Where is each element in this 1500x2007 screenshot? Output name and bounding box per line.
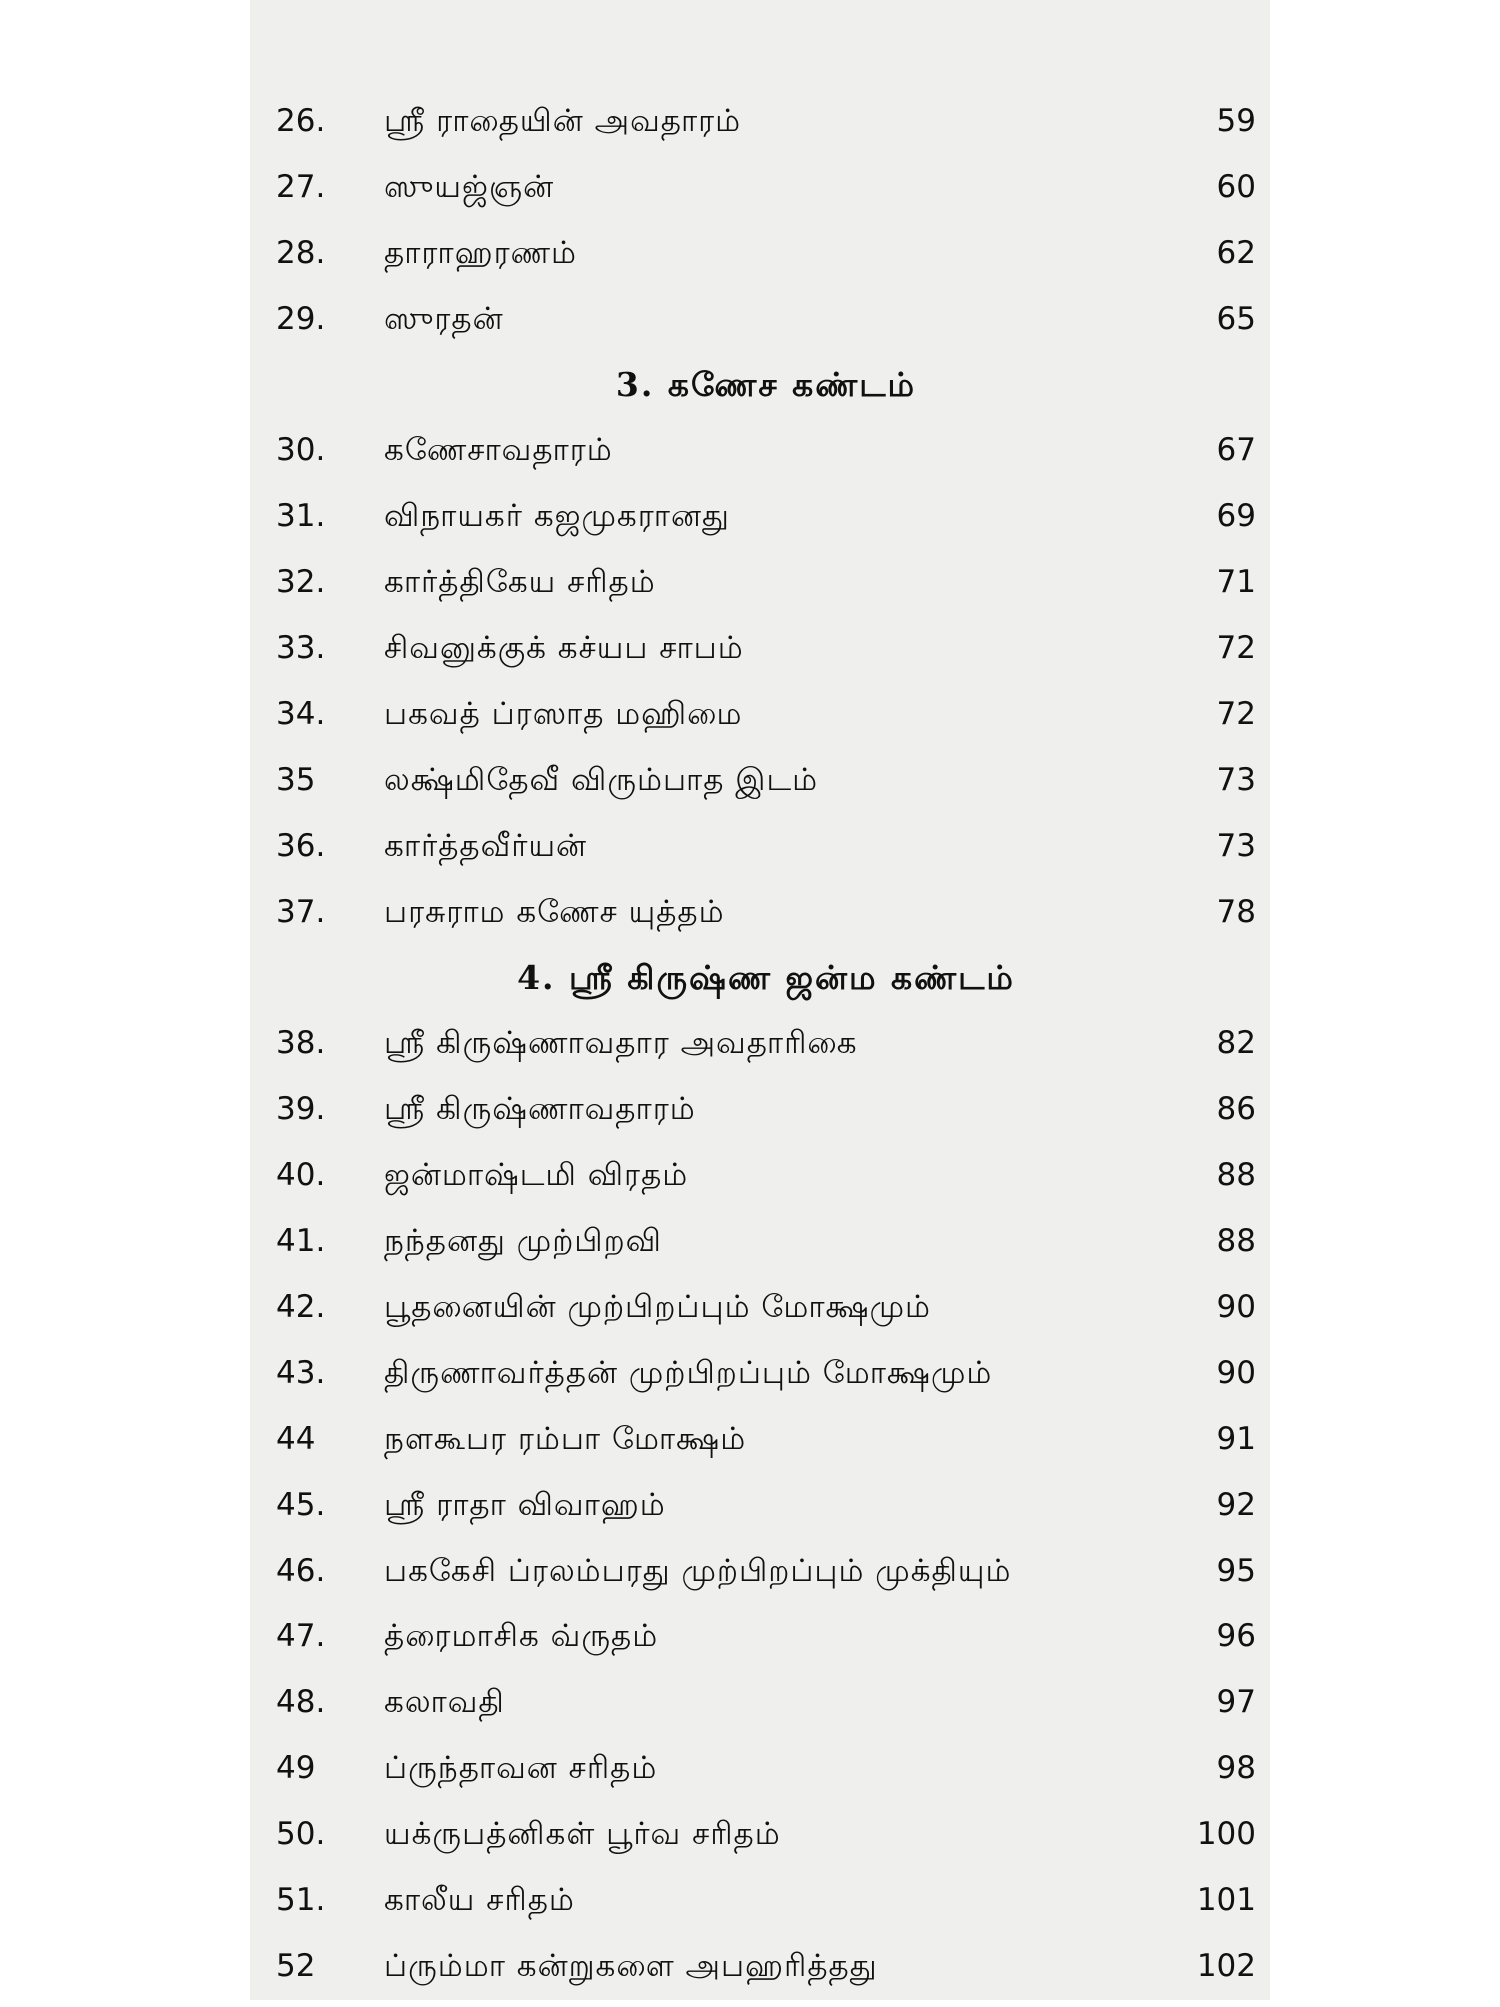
entry-title: ஸ்ரீ ராதா விவாஹம் <box>384 1486 666 1523</box>
entry-title: நந்தனது முற்பிறவி <box>384 1223 662 1260</box>
entry-number: 44 <box>276 1420 316 1457</box>
entry-page-number: 62 <box>1216 234 1256 271</box>
entry-title: பூதனையின் முற்பிறப்பும் மோக்ஷமும் <box>384 1289 931 1326</box>
section-heading: 4. ஸ்ரீ கிருஷ்ண ஜன்ம கண்டம் <box>517 957 1015 997</box>
entry-title: ஜன்மாஷ்டமி விரதம் <box>384 1157 689 1194</box>
toc-entry <box>276 1875 1256 1941</box>
entry-number: 40. <box>276 1157 326 1194</box>
entry-page-number: 59 <box>1216 103 1256 139</box>
entry-page-number: 65 <box>1216 300 1256 337</box>
entry-number: 41. <box>276 1223 326 1260</box>
entry-title: கலாவதி <box>384 1684 505 1721</box>
entry-page-number: 100 <box>1196 1816 1256 1853</box>
toc-entry <box>276 1677 1256 1743</box>
entry-number: 51. <box>276 1882 326 1919</box>
entry-number: 46. <box>276 1552 326 1589</box>
entry-title: விநாயகர் கஜமுகரானது <box>384 498 730 535</box>
entry-number: 28. <box>276 234 326 271</box>
toc-entry <box>276 1018 1256 1084</box>
section-heading: 3. கணேச கண்டம் <box>615 364 917 404</box>
entry-title: நளகூபர ரம்பா மோக்ஷம் <box>384 1420 747 1457</box>
entry-title: ஸ்ரீ கிருஷ்ணாவதாரம் <box>384 1091 696 1128</box>
entry-title: ஸுரதன் <box>384 300 504 337</box>
entry-number: 45. <box>276 1486 326 1523</box>
entry-title: பரசுராம கணேச யுத்தம் <box>384 893 725 930</box>
entry-number: 30. <box>276 432 326 469</box>
entry-page-number: 73 <box>1216 761 1256 798</box>
entry-page-number: 72 <box>1216 630 1256 667</box>
entry-number: 36. <box>276 827 326 864</box>
entry-number: 31. <box>276 498 326 535</box>
toc-entry <box>276 821 1256 887</box>
entry-number: 35 <box>276 761 316 798</box>
entry-number: 43. <box>276 1354 326 1391</box>
entry-page-number: 92 <box>1216 1486 1256 1523</box>
entry-page-number: 98 <box>1216 1750 1256 1787</box>
toc-entry <box>276 1084 1256 1150</box>
entry-page-number: 102 <box>1196 1947 1256 1984</box>
entry-title: ஸ்ரீ ராதையின் அவதாரம் <box>384 103 742 139</box>
entry-number: 50. <box>276 1816 326 1853</box>
entry-page-number: 60 <box>1216 168 1256 205</box>
toc-entry <box>276 294 1256 360</box>
toc-entry <box>276 689 1256 755</box>
entry-title: ப்ரும்மா கன்றுகளை அபஹரித்தது <box>384 1947 878 1984</box>
toc-entry <box>276 491 1256 557</box>
entry-title: பககேசி ப்ரலம்பரது முற்பிறப்பும் முக்தியும் <box>384 1552 1012 1589</box>
entry-title: ப்ருந்தாவன சரிதம் <box>384 1750 658 1787</box>
entry-title: த்ரைமாசிக வ்ருதம் <box>384 1618 659 1655</box>
entry-page-number: 73 <box>1216 827 1256 864</box>
entry-page-number: 91 <box>1216 1420 1256 1457</box>
entry-title: யக்ருபத்னிகள் பூர்வ சரிதம் <box>384 1816 781 1853</box>
entry-page-number: 78 <box>1216 893 1256 930</box>
toc-entry <box>276 623 1256 689</box>
entry-number: 29. <box>276 300 326 337</box>
entry-page-number: 67 <box>1216 432 1256 469</box>
table-of-contents <box>276 96 1256 2007</box>
entry-page-number: 88 <box>1216 1223 1256 1260</box>
entry-title: சிவனுக்குக் கச்யப சாபம் <box>384 630 744 667</box>
entry-number: 33. <box>276 630 326 667</box>
toc-entry <box>276 1216 1256 1282</box>
entry-number: 42. <box>276 1289 326 1326</box>
toc-entry <box>276 162 1256 228</box>
toc-entry <box>276 228 1256 294</box>
entry-page-number: 71 <box>1216 564 1256 601</box>
entry-page-number: 69 <box>1216 498 1256 535</box>
toc-entry <box>276 1941 1256 2007</box>
entry-page-number: 88 <box>1216 1157 1256 1194</box>
entry-number: 39. <box>276 1091 326 1128</box>
entry-title: ஸ்ரீ கிருஷ்ணாவதார அவதாரிகை <box>384 1025 858 1062</box>
entry-number: 48. <box>276 1684 326 1721</box>
entry-page-number: 90 <box>1216 1354 1256 1391</box>
entry-page-number: 86 <box>1216 1091 1256 1128</box>
entry-page-number: 90 <box>1216 1289 1256 1326</box>
entry-title: ஸுயஜ்ஞன் <box>384 168 555 205</box>
entry-title: கார்த்தவீர்யன் <box>384 827 588 864</box>
toc-entry <box>276 1546 1256 1612</box>
entry-number: 47. <box>276 1618 326 1655</box>
entry-page-number: 97 <box>1216 1684 1256 1721</box>
entry-number: 52 <box>276 1947 316 1984</box>
toc-entry <box>276 755 1256 821</box>
entry-title: லக்ஷ்மிதேவீ விரும்பாத இடம் <box>384 761 819 798</box>
toc-entry <box>276 1743 1256 1809</box>
entry-page-number: 82 <box>1216 1025 1256 1062</box>
toc-entry <box>276 1611 1256 1677</box>
entry-number: 27. <box>276 168 326 205</box>
entry-title: தாராஹரணம் <box>384 234 577 271</box>
toc-entry <box>276 887 1256 953</box>
entry-page-number: 72 <box>1216 696 1256 733</box>
entry-title: கார்த்திகேய சரிதம் <box>384 564 656 601</box>
entry-number: 49 <box>276 1750 316 1787</box>
entry-title: திருணாவர்த்தன் முற்பிறப்பும் மோக்ஷமும் <box>384 1354 993 1391</box>
entry-page-number: 101 <box>1196 1882 1256 1919</box>
entry-title: பகவத் ப்ரஸாத மஹிமை <box>384 696 743 733</box>
entry-number: 37. <box>276 893 326 930</box>
entry-page-number: 95 <box>1216 1552 1256 1589</box>
toc-entry <box>276 557 1256 623</box>
entry-number: 34. <box>276 696 326 733</box>
toc-entry <box>276 425 1256 491</box>
entry-title: கணேசாவதாரம் <box>384 432 613 469</box>
entry-number: 26. <box>276 103 326 139</box>
toc-entry <box>276 96 1256 162</box>
toc-entry <box>276 1414 1256 1480</box>
toc-entry <box>276 1809 1256 1875</box>
toc-entry <box>276 1348 1256 1414</box>
toc-entry <box>276 1282 1256 1348</box>
entry-number: 38. <box>276 1025 326 1062</box>
entry-title: காலீய சரிதம் <box>384 1882 575 1919</box>
toc-entry <box>276 1150 1256 1216</box>
entry-page-number: 96 <box>1216 1618 1256 1655</box>
entry-number: 32. <box>276 564 326 601</box>
toc-entry <box>276 1480 1256 1546</box>
